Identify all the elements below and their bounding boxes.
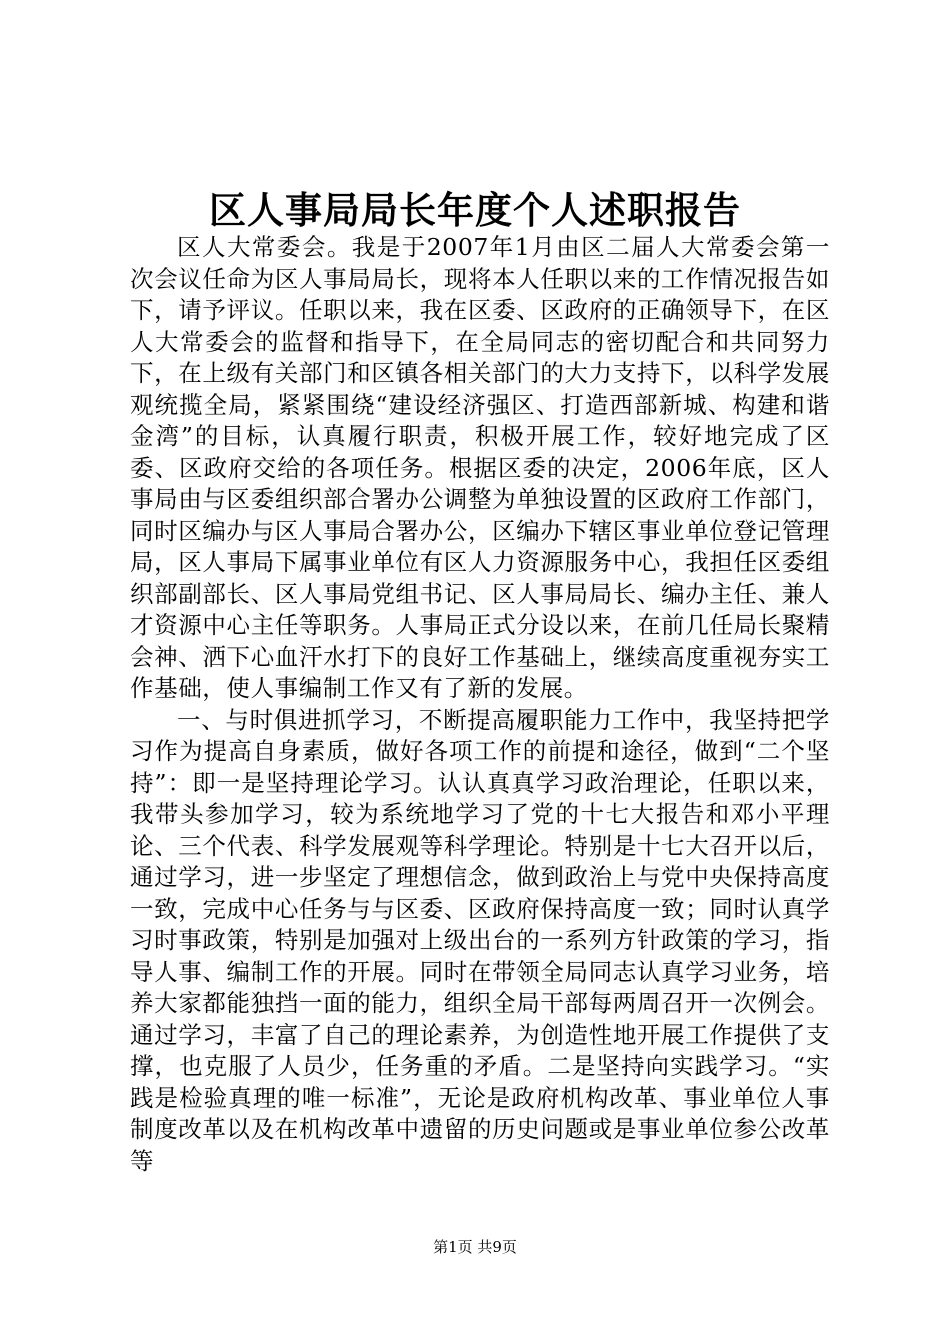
paragraph-intro: 区人大常委会。我是于2007年1月由区二届人大常委会第一次会议任命为区人事局局长，现将本人任职以来的工作情况报告如下，请予评议。任职以来，我在区委、区政府的正确领导下，在区人大常委会的监督和指导下，在全局同志的密切配合和共同努力下，在上级有关部门和区镇各相关部门的大力支持下，以科学发展观统揽全局，紧紧围绕“建设经济强区、打造西部新城、构建和谐金湾”的目标，认真履行职责，积极开展工作，较好地完成了区委、区政府交给的各项任务。根据区委的决定，2006年底，区人事局由与区委组织部合署办公调整为单独设置的区政府工作部门，同时区编办与区人事局合署办公，区编办下辖区事业单位登记管理局，区人事局下属事业单位有区人力资源服务中心，我担任区委组织部副部长、区人事局党组书记、区人事局局长、编办主任、兼人才资源中心主任等职务。人事局正式分设以来，在前几任局长聚精会神、洒下心血汗水打下的良好工作基础上，继续高度重视夯实工作基础，使人事编制工作又有了新的发展。	[130, 233, 830, 702]
page-footer: 第1页 共9页	[433, 1238, 517, 1256]
document-title: 区人事局局长年度个人述职报告	[209, 188, 741, 232]
document-body	[130, 232, 830, 1177]
paragraph-section-1: 一、与时俱进抓学习，不断提高履职能力工作中，我坚持把学习作为提高自身素质，做好各项工作的前提和途径，做到“二个坚持”：即一是坚持理论学习。认认真真学习政治理论，任职以来，我带头参加学习，较为系统地学习了党的十七大报告和邓小平理论、三个代表、科学发展观等科学理论。特别是十七大召开以后，通过学习，进一步坚定了理想信念，做到政治上与党中央保持高度一致，完成中心任务与与区委、区政府保持高度一致；同时认真学习时事政策，特别是加强对上级出台的一系列方针政策的学习，指导人事、编制工作的开展。同时在带领全局同志认真学习业务，培养大家都能独挡一面的能力，组织全局干部每两周召开一次例会。通过学习，丰富了自己的理论素养，为创造性地开展工作提供了支撑，也克服了人员少，任务重的矛盾。二是坚持向实践学习。“实践是检验真理的唯一标准”，无论是政府机构改革、事业单位人事制度改革以及在机构改革中遗留的历史问题或是事业单位参公改革等	[130, 705, 830, 1175]
